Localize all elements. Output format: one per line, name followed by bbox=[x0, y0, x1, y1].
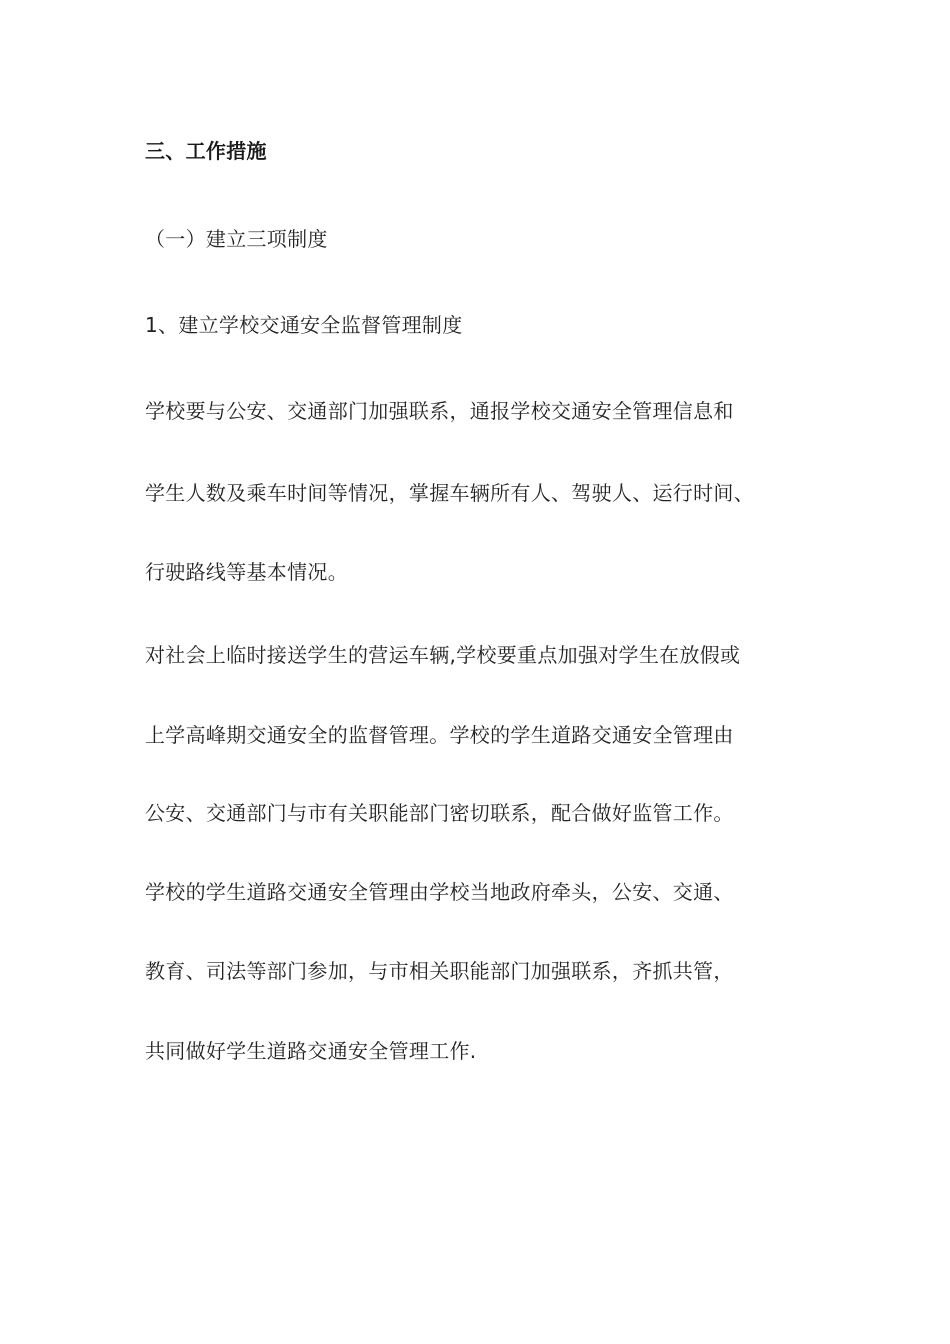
paragraph-line: 公安、交通部门与市有关职能部门密切联系，配合做好监管工作。 bbox=[145, 801, 734, 825]
section-heading: 三、工作措施 bbox=[145, 139, 267, 163]
subsection-heading: （一）建立三项制度 bbox=[145, 227, 328, 251]
paragraph-line: 行驶路线等基本情况。 bbox=[145, 560, 348, 584]
paragraph-line: 学校的学生道路交通安全管理由学校当地政府牵头，公安、交通、 bbox=[145, 880, 734, 904]
paragraph-line: 对社会上临时接送学生的营运车辆,学校要重点加强对学生在放假或 bbox=[145, 643, 741, 667]
paragraph-line: 共同做好学生道路交通安全管理工作. bbox=[145, 1039, 477, 1063]
item-heading: 1、建立学校交通安全监督管理制度 bbox=[145, 313, 463, 337]
paragraph-line: 上学高峰期交通安全的监督管理。学校的学生道路交通安全管理由 bbox=[145, 723, 734, 747]
paragraph-line: 教育、司法等部门参加，与市相关职能部门加强联系，齐抓共管， bbox=[145, 959, 734, 983]
paragraph-line: 学生人数及乘车时间等情况，掌握车辆所有人、驾驶人、运行时间、 bbox=[145, 481, 754, 505]
paragraph-line: 学校要与公安、交通部门加强联系，通报学校交通安全管理信息和 bbox=[145, 399, 734, 423]
